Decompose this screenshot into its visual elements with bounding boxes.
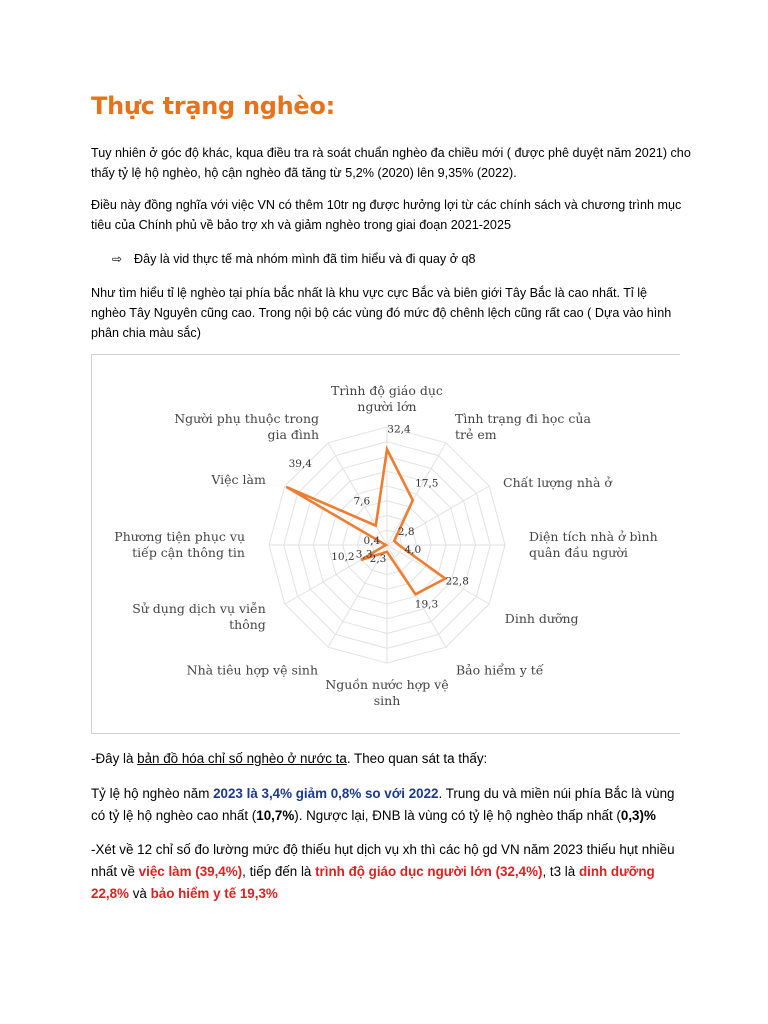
- data-label: 22,8: [445, 575, 469, 588]
- highlight-dnb-rate: 0,3)%: [620, 808, 656, 823]
- radar-chart: [91, 354, 680, 734]
- axis-label: trẻ em: [455, 427, 497, 443]
- data-label: 3,3: [355, 548, 373, 561]
- axis-label: Dinh dưỡng: [504, 611, 579, 626]
- data-label: 2,3: [369, 552, 387, 565]
- paragraph-map-intro: [91, 748, 691, 770]
- highlight-viec-lam: việc làm (39,4%): [138, 864, 243, 879]
- axis-label: Người phụ thuộc trong: [174, 411, 319, 427]
- axis-label: Diện tích nhà ở bình: [529, 529, 658, 544]
- list-item-video: [112, 249, 476, 269]
- highlight-2023-rate: 2023 là 3,4% giảm 0,8% so với 2022: [213, 786, 439, 801]
- data-label: 10,2: [331, 551, 355, 563]
- text-span: ). Ngược lại, ĐNB là vùng có tỷ lệ hộ nghèo thấp nhất (: [294, 808, 621, 823]
- axis-label: Việc làm: [211, 472, 266, 487]
- highlight-north-rate: 10,7%: [256, 808, 295, 823]
- data-label: 17,5: [415, 477, 439, 490]
- text-span: , t3 là: [542, 864, 579, 879]
- axis-label: người lớn: [357, 399, 417, 414]
- map-intro-prefix: -Đây là: [91, 751, 138, 766]
- highlight-bao-hiem: bảo hiểm y tế 19,3%: [150, 886, 278, 901]
- series-line: [286, 449, 445, 594]
- data-label: 0,4: [363, 535, 381, 547]
- axis-label: gia đình: [267, 427, 319, 443]
- axis-label: Chất lượng nhà ở: [503, 475, 612, 490]
- data-label: 32,4: [387, 423, 411, 436]
- data-label: 39,4: [288, 457, 312, 470]
- paragraph-meaning: Điều này đồng nghĩa với việc VN có thêm 10tr ng được hưởng lợi từ các chính sách và chương trình mục tiêu của Chính phủ về bảo trợ xh và giảm nghèo trong giai đoạn 2021-2025: [91, 198, 682, 232]
- data-label: 2,8: [397, 525, 415, 538]
- text-span: . Trung du và miền núi phía Bắc là vùng có tỷ lệ hộ nghèo cao nhất (: [91, 786, 675, 823]
- axis-label: Trình độ giáo dục: [331, 383, 443, 398]
- page-title: Thực trạng nghèo:: [91, 92, 335, 120]
- paragraph-regions: Như tìm hiểu tỉ lệ nghèo tại phía bắc nhất là khu vực cực Bắc và biên giới Tây Bắc là cao nhất. Tỉ lệ nghèo Tây Nguyên cũng cao. Trong nội bộ các vùng đó mức độ chênh lệch cũng rất cao ( Dựa vào hình phân chia màu sắc): [91, 286, 672, 340]
- axis-label: Phương tiện phục vụ: [114, 529, 245, 544]
- paragraph-intro: Tuy nhiên ở góc độ khác, kqua điều tra rà soát chuẩn nghèo đa chiều mới ( được phê duyệt năm 2021) cho thấy tỷ lệ hộ nghèo, hộ cận nghèo đã tăng từ 5,2% (2020) lên 9,35% (2022).: [91, 146, 691, 180]
- axis-label: Bảo hiểm y tế: [456, 662, 544, 678]
- data-label: 19,3: [414, 598, 439, 611]
- axis-label: tiếp cận thông tin: [132, 545, 245, 560]
- axis-label: Nhà tiêu hợp vệ sinh: [186, 662, 318, 678]
- data-label: 4,0: [404, 544, 422, 556]
- axis-label: Nguồn nước hợp vệ: [325, 677, 449, 692]
- paragraph-deficits: [91, 839, 681, 905]
- axis-label: Sử dụng dịch vụ viễn: [132, 601, 266, 616]
- data-label: 7,6: [353, 495, 371, 508]
- highlight-giao-duc: trình độ giáo dục người lớn (32,4%): [315, 864, 543, 879]
- axis-label: sinh: [373, 693, 401, 708]
- radar-chart-svg: [92, 355, 680, 733]
- text-span: Tỷ lệ hộ nghèo năm: [91, 786, 214, 801]
- axis-label: quân đầu người: [529, 545, 628, 560]
- map-intro-suffix: . Theo quan sát ta thấy:: [346, 751, 488, 766]
- text-span: và: [128, 886, 151, 901]
- list-item-text: Đây là vid thực tế mà nhóm mình đã tìm hiểu và đi quay ở q8: [134, 252, 476, 266]
- arrow-bullet-icon: ⇨: [112, 252, 123, 266]
- axis-label: thông: [229, 617, 266, 632]
- text-span: , tiếp đến là: [242, 864, 316, 879]
- map-link[interactable]: bản đồ hóa chỉ số nghèo ở nước ta: [137, 751, 347, 766]
- text-span: -Xét về 12 chỉ số đo lường mức độ thiếu hụt dịch vụ xh thì các hộ gd VN năm 2023 thiếu hụt nhiều nhất về: [91, 842, 675, 879]
- axis-label: Tình trạng đi học của: [455, 411, 591, 427]
- highlight-dinh-duong: dinh dưỡng 22,8%: [91, 864, 655, 901]
- paragraph-poverty-rate: [91, 783, 685, 827]
